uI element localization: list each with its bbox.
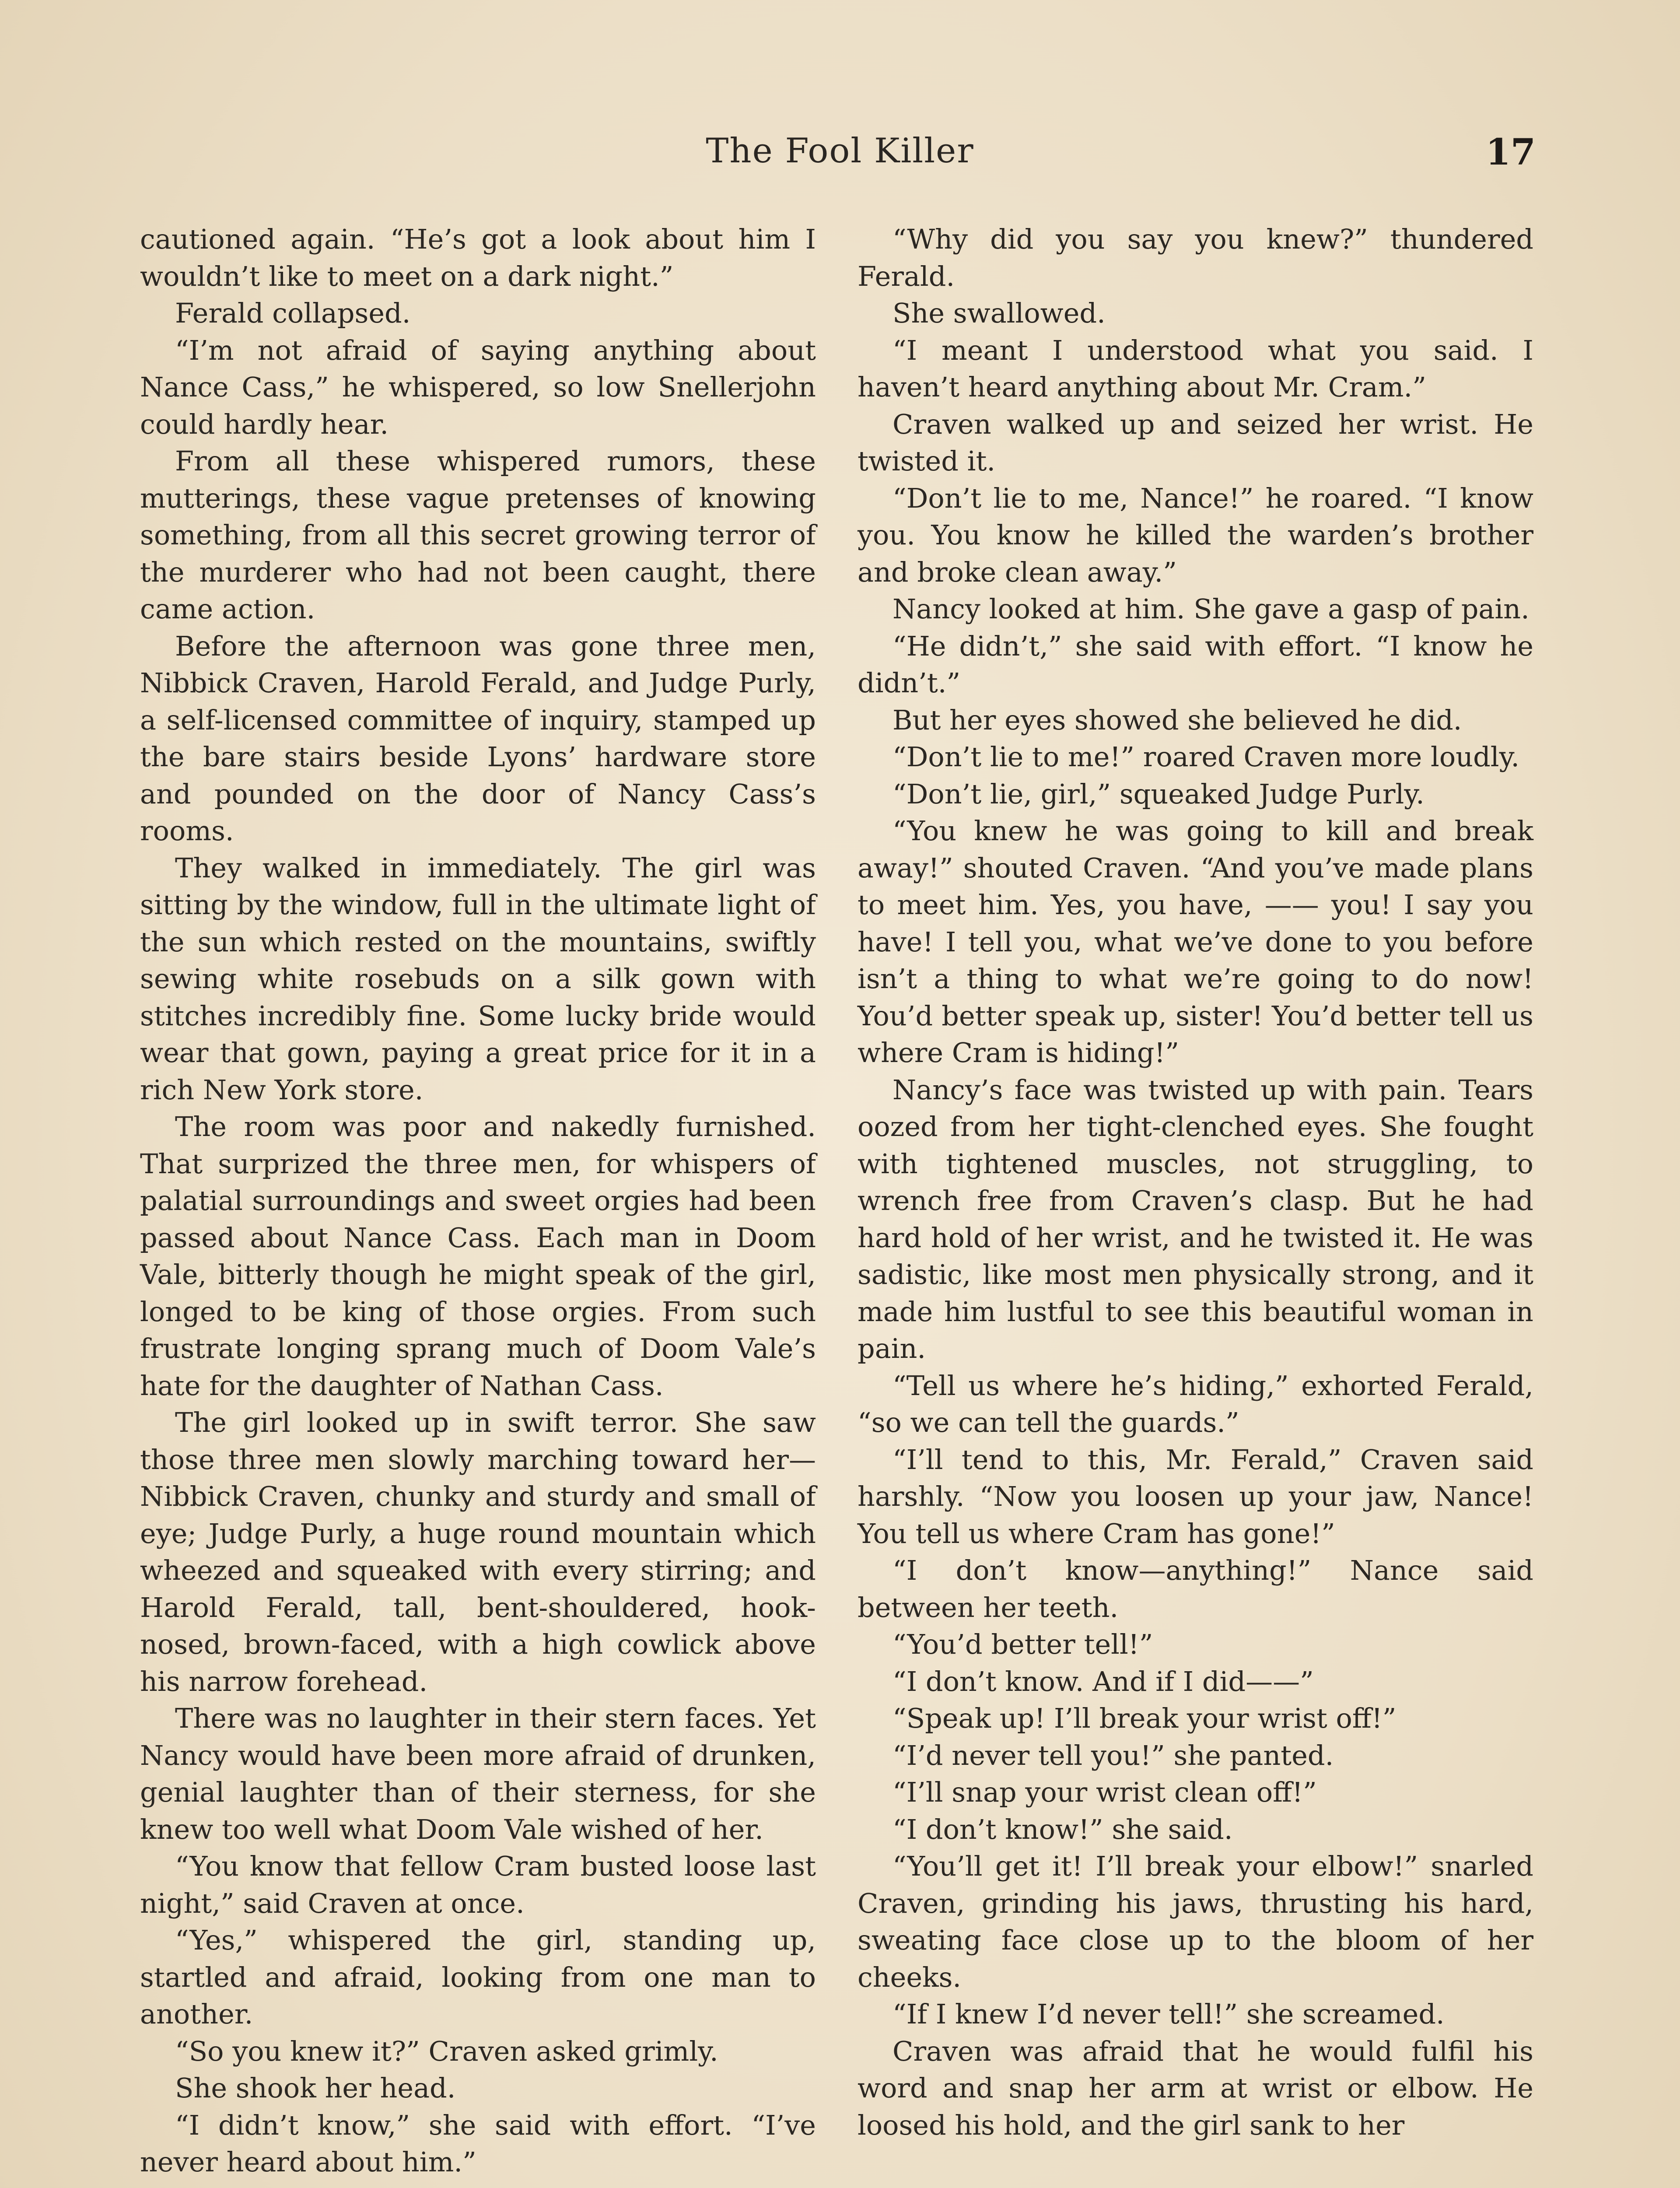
paragraph: They walked in immediately. The girl was sitting by the window, full in the ultimate light of the sun which rested on the mountains, swiftly sewing white rosebuds on a silk gown with stitches incredibly fine. Some lucky bride would wear that gown, paying a great price for it in a rich New York store. xyxy=(140,852,816,1106)
paragraph: “Don’t lie to me!” roared Craven more loudly. xyxy=(892,741,1520,773)
paragraph: “I’ll tend to this, Mr. Ferald,” Craven said harshly. “Now you loosen up your jaw, Nance! You tell us where Cram has gone!” xyxy=(858,1443,1533,1550)
paragraph: “Don’t lie, girl,” squeaked Judge Purly. xyxy=(892,778,1424,810)
paragraph: Craven was afraid that he would fulfil his word and snap her arm at wrist or elbow. He loosed his hold, and the girl sank to her xyxy=(858,2035,1533,2141)
paragraph: “Speak up! I’ll break your wrist off!” xyxy=(892,1702,1396,1734)
paragraph: “You know that fellow Cram busted loose last night,” said Craven at once. xyxy=(140,1850,816,1919)
paragraph: Ferald collapsed. xyxy=(175,297,411,329)
paragraph: “I’m not afraid of saying anything about Nance Cass,” he whispered, so low Snellerjohn could hardly hear. xyxy=(140,334,816,440)
paragraph: “If I knew I’d never tell!” she screamed. xyxy=(892,1998,1445,2030)
paragraph: “You’ll get it! I’ll break your elbow!” snarled Craven, grinding his jaws, thrusting his hard, sweating face close up to the bloom of her cheeks. xyxy=(858,1850,1533,1993)
paragraph: Nancy’s face was twisted up with pain. Tears oozed from her tight-clenched eyes. She fought with tightened muscles, not struggling, to wrench free from Craven’s clasp. But he had hard hold of her wrist, and he twisted it. He was sadistic, like most men physically strong, and it made him lustful to see this beautiful woman in pain. xyxy=(858,1073,1533,1364)
paragraph: Nancy looked at him. She gave a gasp of pain. xyxy=(892,593,1530,625)
paragraph: She shook her head. xyxy=(175,2072,456,2104)
paragraph: She swallowed. xyxy=(892,297,1106,329)
paragraph: “I don’t know!” she said. xyxy=(892,1813,1233,1845)
right-text-column xyxy=(858,221,1533,2144)
paragraph: “Yes,” whispered the girl, standing up, startled and afraid, looking from one man to another. xyxy=(140,1924,816,2030)
left-text-column xyxy=(140,221,816,2181)
paragraph: “Why did you say you knew?” thundered Ferald. xyxy=(858,223,1533,292)
paragraph: “Tell us where he’s hiding,” exhorted Ferald, “so we can tell the guards.” xyxy=(858,1369,1533,1438)
paragraph: “I don’t know—anything!” Nance said between her teeth. xyxy=(858,1554,1533,1623)
paragraph: The room was poor and nakedly furnished. That surprized the three men, for whispers of palatial surroundings and sweet orgies had been passed about Nance Cass. Each man in Doom Vale, bitterly though he might speak of the girl, longed to be king of those orgies. From such frustrate longing sprang much of Doom Vale’s hate for the daughter of Nathan Cass. xyxy=(140,1111,816,1402)
paragraph: “You knew he was going to kill and break away!” shouted Craven. “And you’ve made plans to meet him. Yes, you have, —— you! I say you have! I tell you, what we’ve done to you before isn’t a thing to what we’re going to do now! You’d better speak up, sister! You’d better tell us where Cram is hiding!” xyxy=(858,815,1533,1069)
paragraph: “I meant I understood what you said. I haven’t heard anything about Mr. Cram.” xyxy=(858,334,1533,403)
paragraph: “You’d better tell!” xyxy=(892,1628,1153,1660)
paragraph: From all these whispered rumors, these mutterings, these vague pretenses of knowing something, from all this secret growing terror of the murderer who had not been caught, there came action. xyxy=(140,445,816,625)
paragraph: “He didn’t,” she said with effort. “I know he didn’t.” xyxy=(858,630,1533,699)
running-head-title: The Fool Killer xyxy=(706,131,974,171)
paragraph: “So you knew it?” Craven asked grimly. xyxy=(175,2035,718,2067)
paragraph: cautioned again. “He’s got a look about him I wouldn’t like to meet on a dark night.” xyxy=(140,223,816,292)
paragraph: “I didn’t know,” she said with effort. “I’ve never heard about him.” xyxy=(140,2109,816,2178)
paragraph: “I’d never tell you!” she panted. xyxy=(892,1739,1334,1771)
paragraph: “I’ll snap your wrist clean off!” xyxy=(892,1776,1317,1808)
paragraph: Before the afternoon was gone three men, Nibbick Craven, Harold Ferald, and Judge Purly, a self-licensed committee of inquiry, stamped up the bare stairs beside Lyons’ hardware store and pounded on the door of Nancy Cass’s rooms. xyxy=(140,630,816,847)
paragraph: “I don’t know. And if I did——” xyxy=(892,1665,1314,1697)
paragraph: But her eyes showed she believed he did. xyxy=(892,704,1462,736)
page-number: 17 xyxy=(1485,131,1536,173)
paragraph: There was no laughter in their stern faces. Yet Nancy would have been more afraid of drunken, genial laughter than of their sterness, for she knew too well what Doom Vale wished of her. xyxy=(140,1702,816,1845)
paragraph: Craven walked up and seized her wrist. He twisted it. xyxy=(858,408,1533,477)
paragraph: “Don’t lie to me, Nance!” he roared. “I know you. You know he killed the warden’s brother and broke clean away.” xyxy=(858,482,1533,588)
paragraph: The girl looked up in swift terror. She saw those three men slowly marching toward her—Nibbick Craven, chunky and sturdy and small of eye; Judge Purly, a huge round mountain which wheezed and squeaked with every stirring; and Harold Ferald, tall, bent-shouldered, hook-nosed, brown-faced, with a high cowlick above his narrow forehead. xyxy=(140,1406,816,1697)
